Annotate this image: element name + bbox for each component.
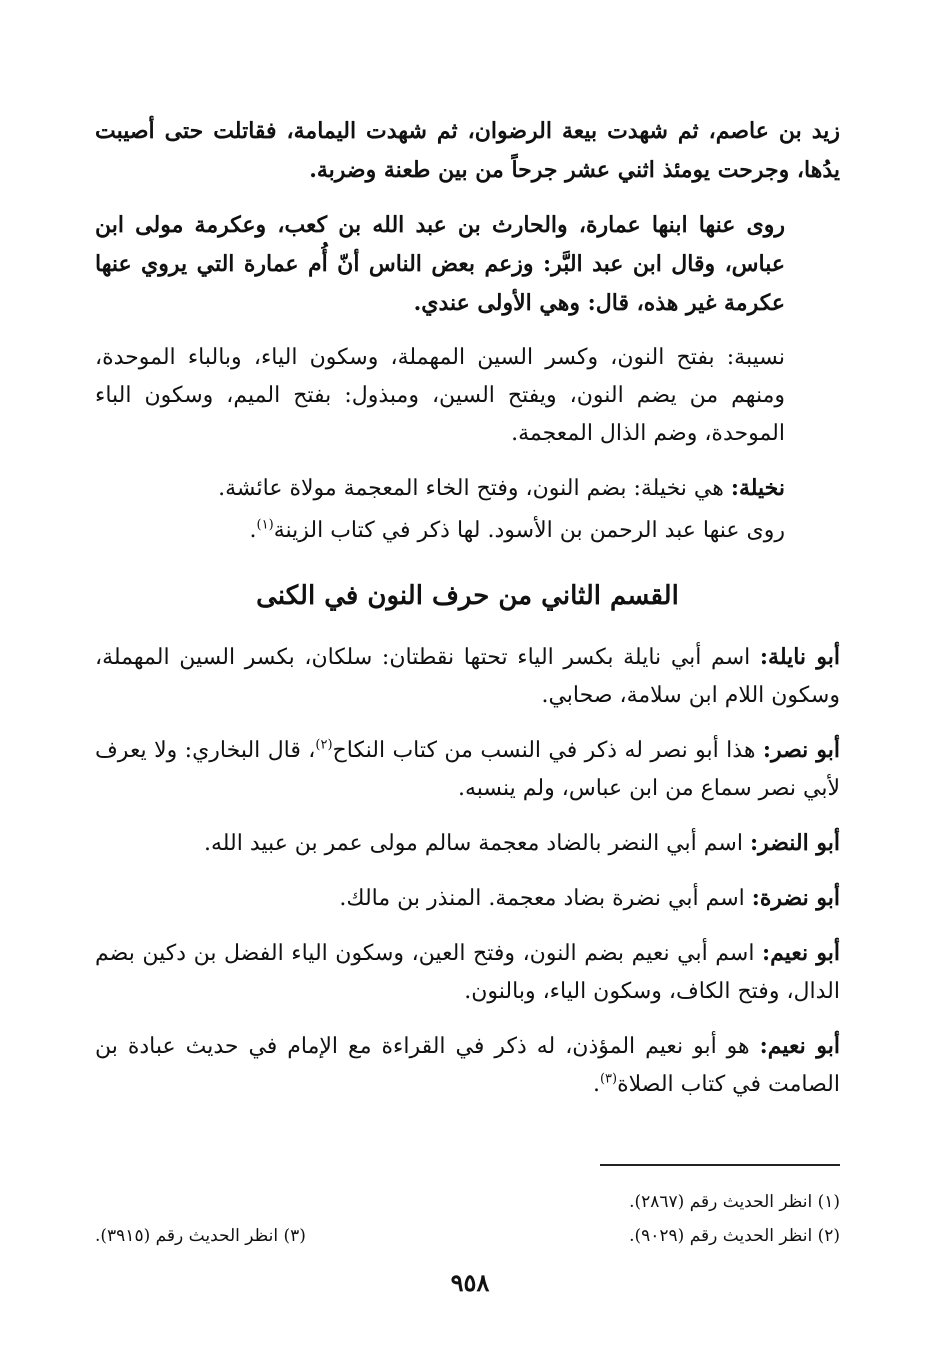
entry-abu-nuaym-2-text: هو أبو نعيم المؤذن، له ذكر في القراءة مع الإمام في حديث عبادة بن الصامت في كتاب الصلاة [95, 1034, 840, 1097]
entry-abu-al-nadr-text: اسم أبي النضر بالضاد معجمة سالم مولى عمر بن عبيد الله. [203, 831, 750, 856]
paragraph-1 [95, 112, 840, 190]
entry-abu-nuaym-2-term: أبو نعيم: [759, 1033, 841, 1059]
entry-abu-nasr-end: ، قال البخاري: ولا يعرف لأبي نصر سماع من ابن عباس، ولم ينسبه. [95, 738, 840, 801]
page-body [95, 112, 840, 1120]
footnote-ref-2: (٢) [315, 737, 333, 753]
entry-nakhila-term: نخيلة: [730, 475, 785, 501]
footnote-3: (٣) انظر الحديث رقم (٣٩١٥). [95, 1226, 306, 1246]
footnote-row-1 [95, 1185, 840, 1219]
entry-abu-nayla-term: أبو نايلة: [759, 644, 840, 670]
paragraph-3 [95, 339, 840, 453]
footnote-ref-1: (١) [256, 517, 274, 533]
section-heading: القسم الثاني من حرف النون في الكنى [256, 581, 679, 611]
footnote-1: (١) انظر الحديث رقم (٢٨٦٧). [629, 1192, 840, 1212]
entry-abu-nayla-text: اسم أبي نايلة بكسر الياء تحتها نقطتان: سلكان، بكسر السين المهملة، وسكون اللام ابن سلامة، صحابي. [95, 645, 840, 708]
entry-abu-al-nadr-term: أبو النضر: [749, 830, 840, 856]
entry-abu-nadra-term: أبو نضرة: [751, 885, 840, 911]
footnote-ref-3: (٣) [599, 1071, 618, 1087]
paragraph-3-text: نسيبة: بفتح النون، وكسر السين المهملة، وسكون الياء، وبالباء الموحدة، ومنهم من يضم النون، ويفتح السين، ومبذول: بفتح الميم، وسكون الباء الموحدة، وضم الذال المعجمة. [95, 345, 785, 446]
entry-abu-nuaym-1-term: أبو نعيم: [762, 940, 840, 966]
paragraph-5 [95, 512, 840, 550]
paragraph-1-text: زيد بن عاصم، ثم شهدت بيعة الرضوان، ثم شهدت اليمامة، فقاتلت حتى أصيبت يدُها، وجرحت يومئذ اثني عشر جرحاً من بين طعنة وضربة. [95, 118, 840, 183]
paragraph-5-end: . [249, 518, 257, 543]
entry-nakhila [95, 469, 840, 508]
entry-abu-nadra-text: اسم أبي نضرة بضاد معجمة. المنذر بن مالك. [339, 886, 752, 911]
entry-abu-nuaym-2-end: . [592, 1072, 600, 1097]
entry-abu-nuaym-2 [95, 1027, 840, 1104]
entry-abu-nuaym-1-text: اسم أبي نعيم بضم النون، وفتح العين، وسكون الياء الفضل بن دكين بضم الدال، وفتح الكاف، وسكون الياء، وبالنون. [95, 941, 840, 1004]
entry-abu-nuaym-1 [95, 934, 840, 1011]
footnotes [95, 1185, 840, 1253]
footnote-divider [600, 1164, 840, 1166]
entry-abu-nayla [95, 638, 840, 715]
entry-abu-al-nadr [95, 824, 840, 863]
entry-abu-nasr-term: أبو نصر: [762, 737, 840, 763]
paragraph-5-text: روى عنها عبد الرحمن بن الأسود. لها ذكر في كتاب الزينة [273, 518, 785, 543]
paragraph-2-text: روى عنها ابنها عمارة، والحارث بن عبد الله بن كعب، وعكرمة مولى ابن عباس، وقال ابن عبد البَّر: وزعم بعض الناس أنّ أُم عمارة التي يروي عنها عكرمة غير هذه، قال: وهي الأولى عندي. [95, 212, 785, 316]
footnote-row-2 [95, 1219, 840, 1253]
entry-abu-nadra [95, 879, 840, 918]
entry-abu-nasr [95, 731, 840, 808]
page-number: ٩٥٨ [450, 1268, 490, 1297]
entry-nakhila-text: هي نخيلة: بضم النون، وفتح الخاء المعجمة مولاة عائشة. [218, 476, 731, 501]
footnote-2: (٢) انظر الحديث رقم (٩٠٢٩). [629, 1226, 840, 1246]
paragraph-2 [95, 206, 840, 323]
entry-abu-nasr-text: هذا أبو نصر له ذكر في النسب من كتاب النكاح [332, 738, 763, 763]
